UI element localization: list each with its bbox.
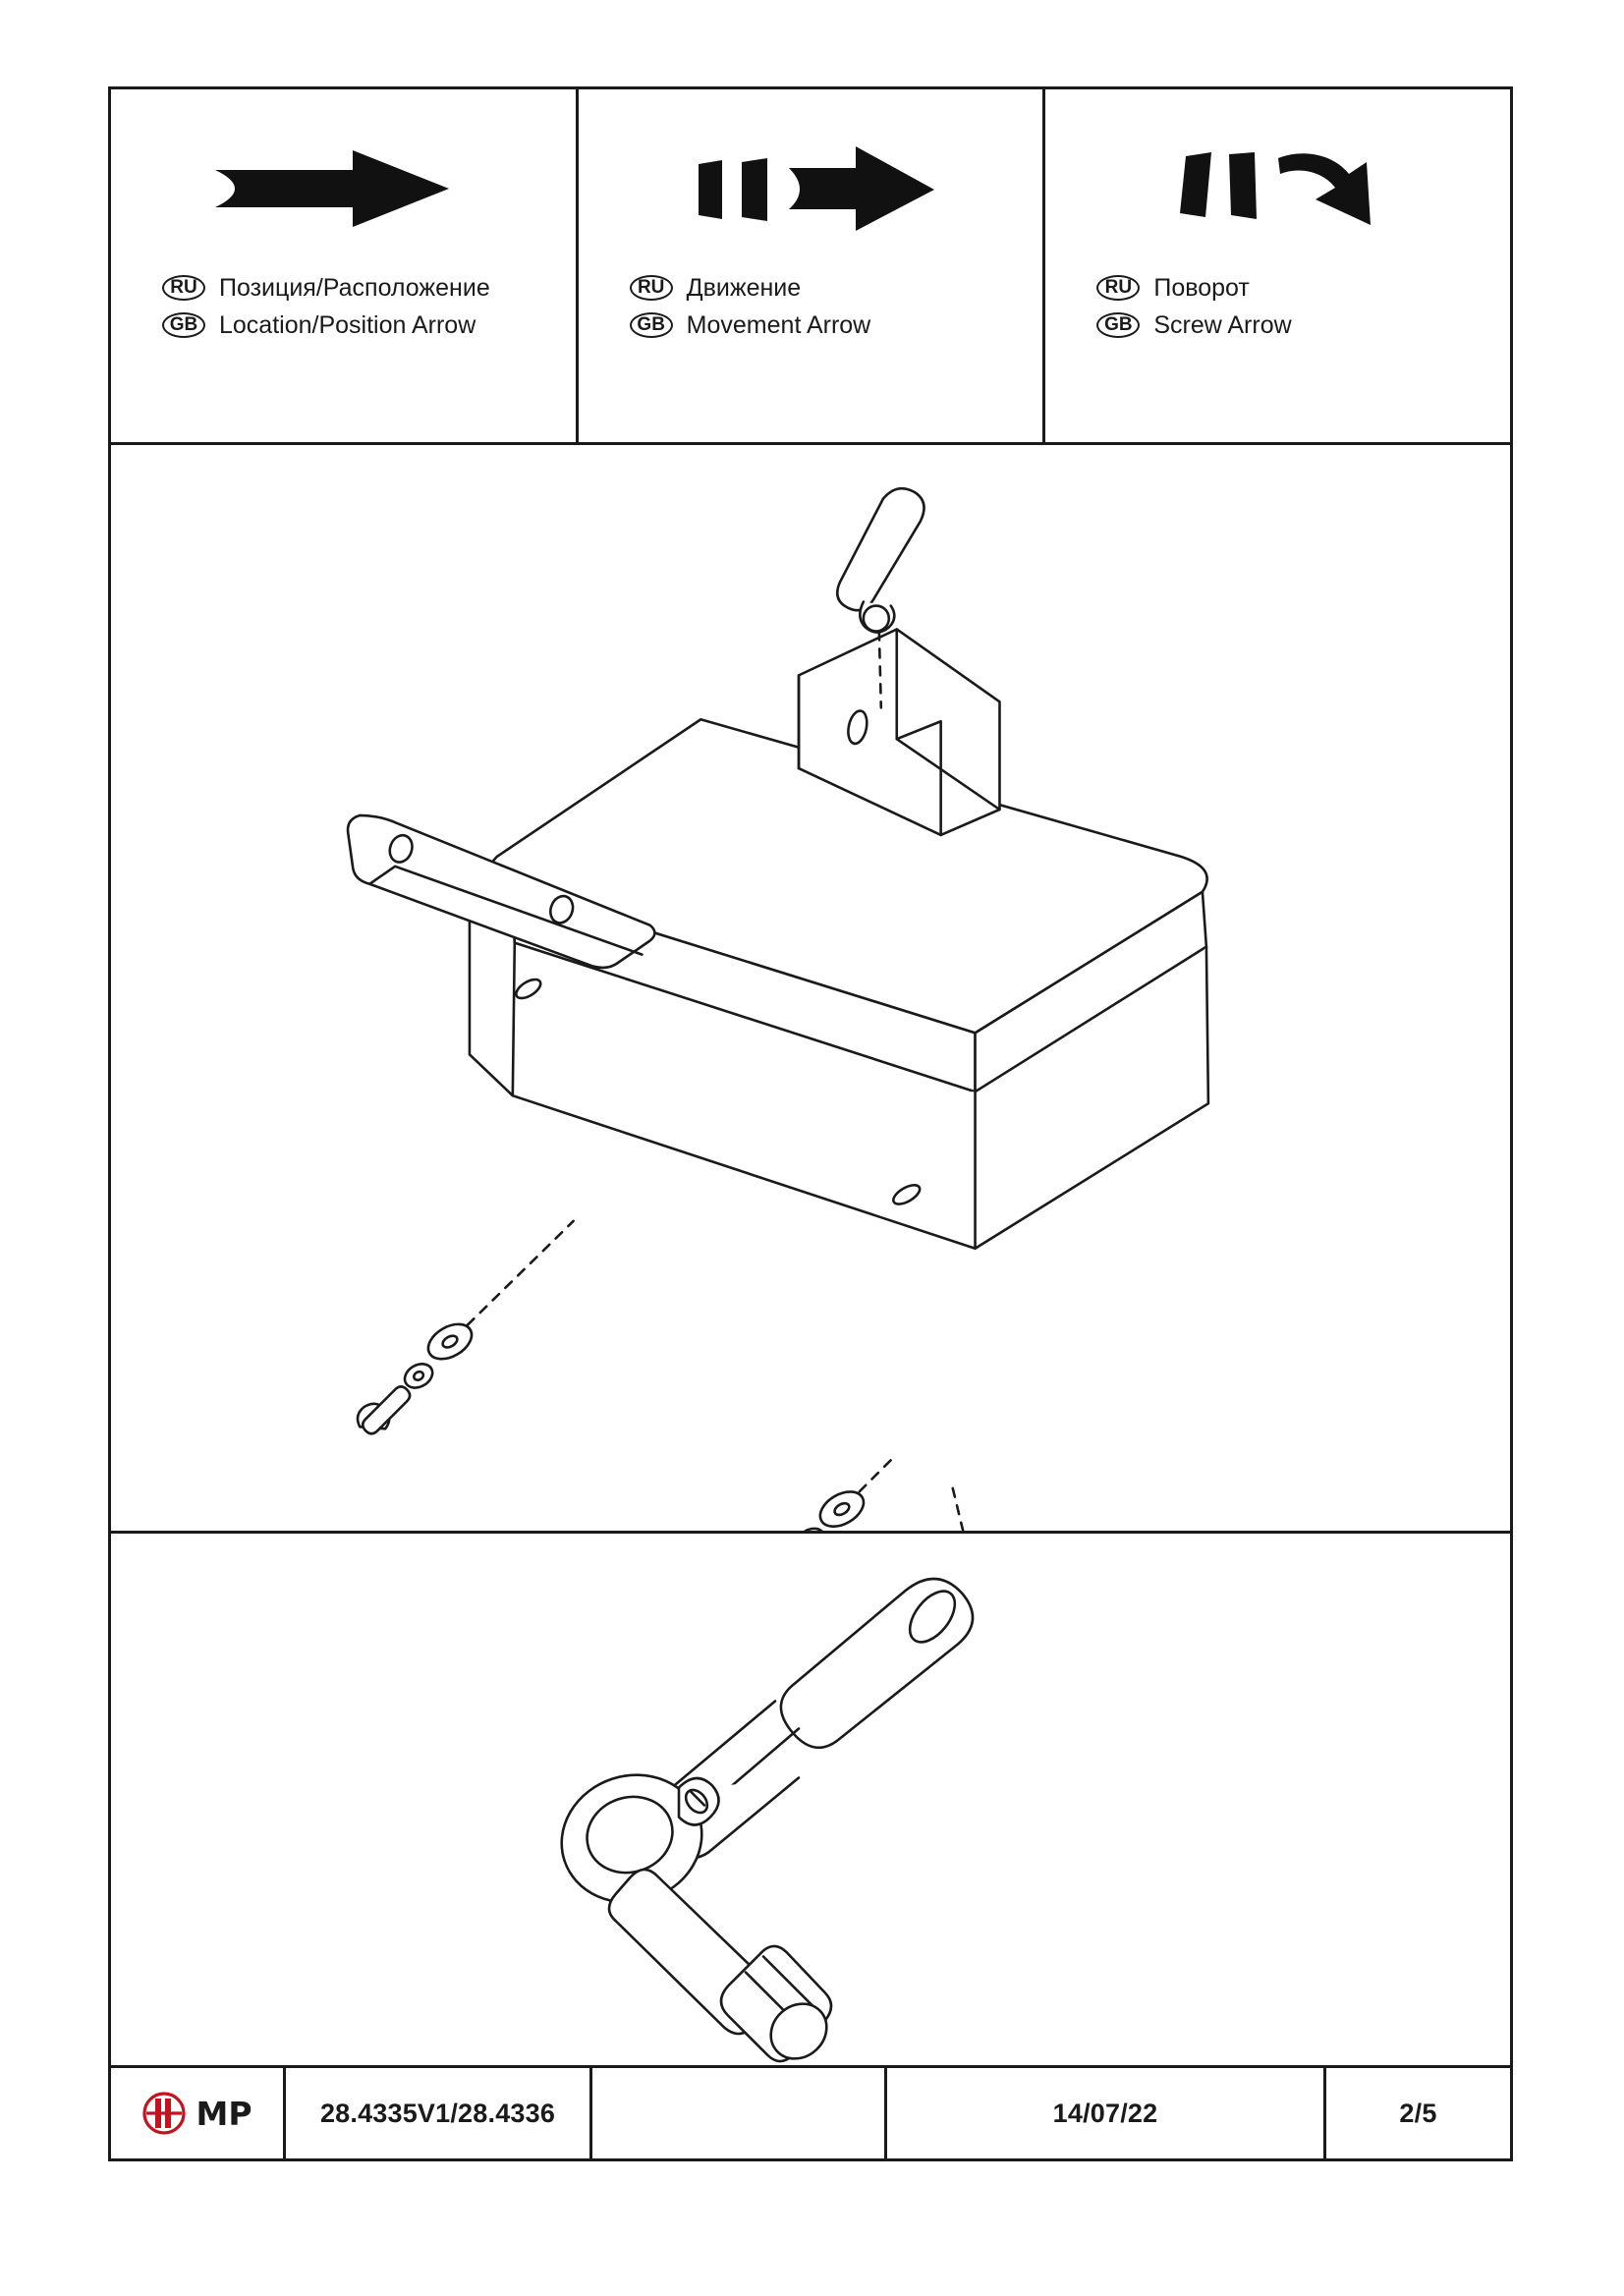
legend-line-gb — [1096, 307, 1510, 344]
footer-part-code: 28.4335V1/28.4336 — [319, 2098, 556, 2128]
screw-arrow-icon — [1045, 89, 1510, 269]
legend-row — [111, 89, 1510, 445]
legend-line-ru — [630, 269, 1043, 307]
footer-date-cell — [884, 2068, 1323, 2158]
footer-blank-cell — [589, 2068, 884, 2158]
legend-cell-movement — [576, 89, 1043, 442]
legend-text-ru: Позиция/Расположение — [219, 273, 490, 302]
legend-text-ru: Поворот — [1153, 273, 1250, 302]
legend-text-gb: Location/Position Arrow — [219, 310, 476, 339]
location-arrow-icon — [111, 89, 576, 269]
lang-badge-ru: RU — [630, 275, 673, 301]
footer-date: 14/07/22 — [1052, 2098, 1158, 2128]
footer-logo-text: MP — [196, 2094, 252, 2133]
legend-labels-screw — [1045, 269, 1510, 344]
legend-text-gb: Screw Arrow — [1153, 310, 1292, 339]
legend-labels-movement — [579, 269, 1043, 344]
footer-page-number: 2/5 — [1399, 2098, 1437, 2128]
footer-logo-cell — [111, 2068, 283, 2158]
lang-badge-gb: GB — [162, 312, 205, 338]
lang-badge-ru: RU — [1096, 275, 1140, 301]
legend-line-gb — [162, 307, 576, 344]
legend-text-gb: Movement Arrow — [686, 310, 871, 339]
tool-illustration-panel — [111, 1534, 1510, 2068]
instruction-sheet — [108, 86, 1513, 2161]
skid-plate-bracket-assembly-diagram — [111, 445, 1510, 1531]
legend-cell-location — [111, 89, 576, 442]
footer-page-cell — [1323, 2068, 1510, 2158]
lang-badge-gb: GB — [1096, 312, 1140, 338]
legend-labels-location — [111, 269, 576, 344]
ratchet-wrench-with-socket-diagram — [111, 1534, 1510, 2065]
legend-line-ru — [1096, 269, 1510, 307]
legend-line-gb — [630, 307, 1043, 344]
legend-text-ru: Движение — [686, 273, 802, 302]
title-block-footer — [111, 2068, 1510, 2158]
legend-line-ru — [162, 269, 576, 307]
legend-cell-screw — [1042, 89, 1510, 442]
movement-arrow-icon — [579, 89, 1043, 269]
lang-badge-ru: RU — [162, 275, 205, 301]
assembly-illustration-panel — [111, 445, 1510, 1534]
footer-part-code-cell — [283, 2068, 589, 2158]
lang-badge-gb: GB — [630, 312, 673, 338]
mp-logo-icon — [141, 2091, 187, 2136]
